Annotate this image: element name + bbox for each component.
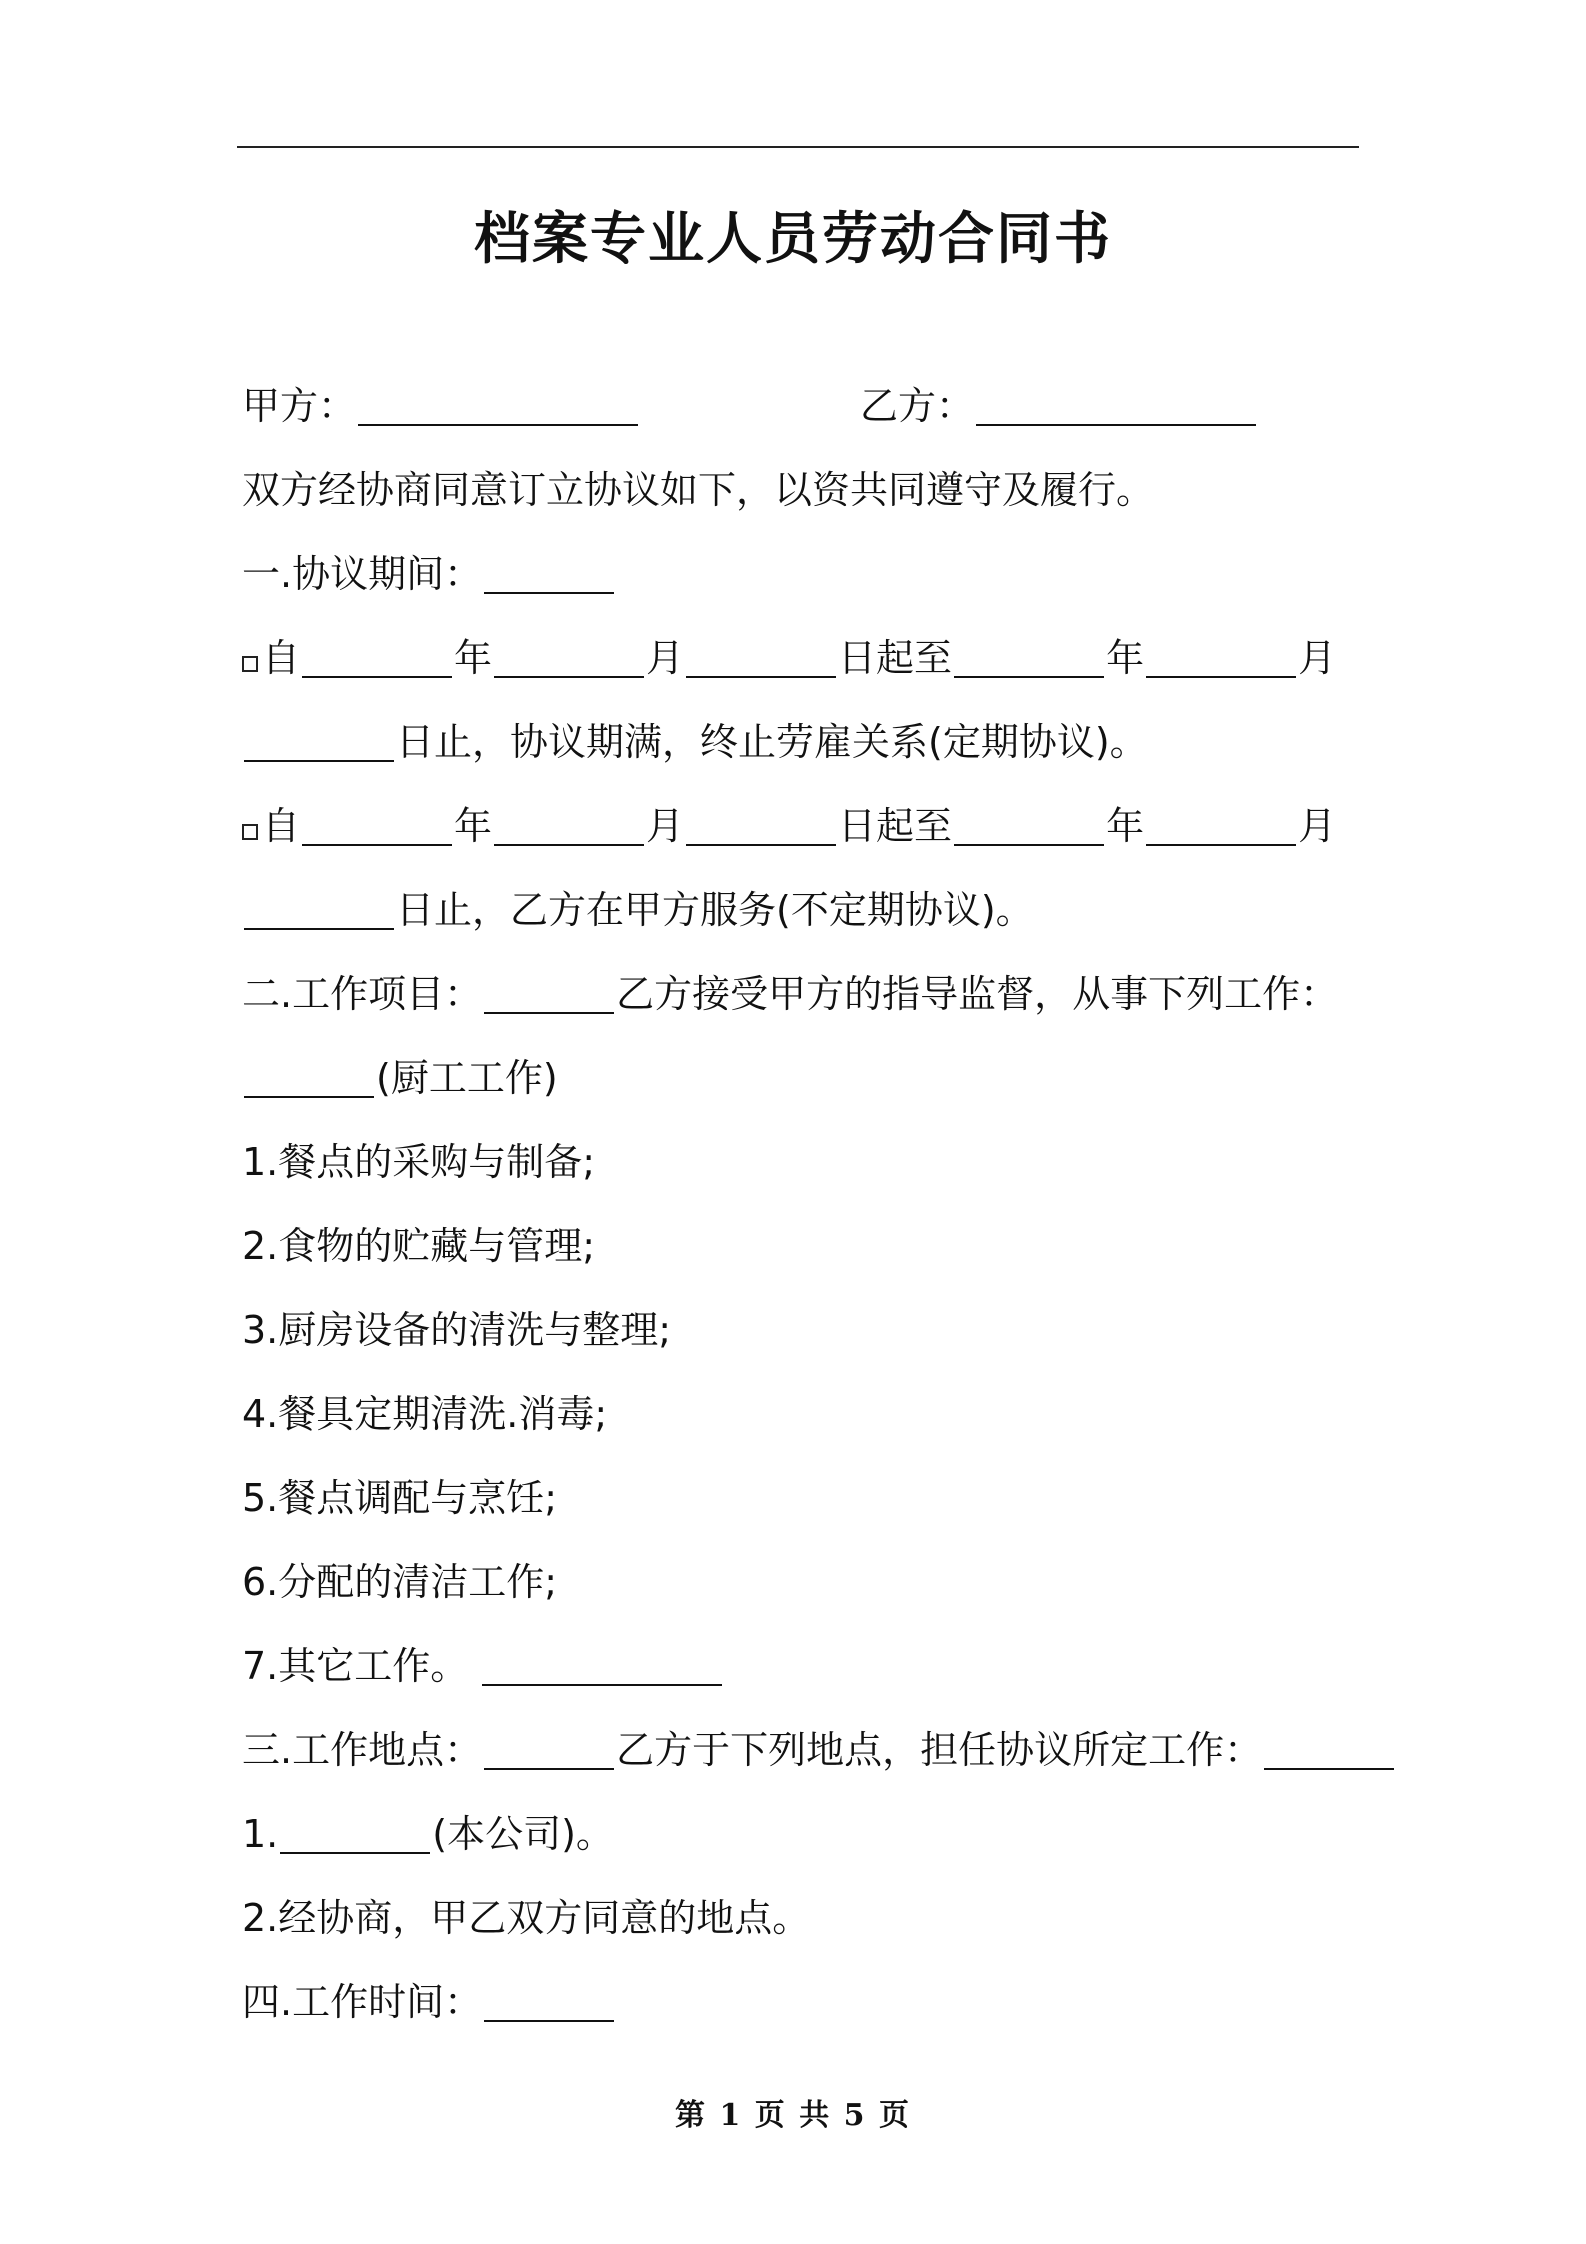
- party-b-blank: [976, 384, 1256, 426]
- end-month-blank-2: [1146, 804, 1296, 846]
- list-item: 3.厨房设备的清洗与整理;: [242, 1308, 672, 1352]
- section4-heading: 四.工作时间：: [242, 1974, 616, 2030]
- fixed-term-option-line2: 日止，协议期满，终止劳雇关系(定期协议)。: [242, 714, 1148, 770]
- assigned-work-blank: [1264, 1728, 1394, 1770]
- indefinite-term-option-line1: 自 年 月 日起至 年 月: [242, 798, 1336, 854]
- section3-heading: 三.工作地点： 乙方于下列地点，担任协议所定工作：: [242, 1722, 1396, 1778]
- parties-line: [242, 378, 1258, 434]
- job-type-blank: [244, 1056, 374, 1098]
- fixed-term-checkbox[interactable]: [242, 656, 258, 672]
- document-title: 档案专业人员劳动合同书: [474, 207, 1112, 272]
- party-a-label: 甲方：: [242, 384, 357, 428]
- list-item: 5.餐点调配与烹饪;: [242, 1476, 558, 1520]
- party-b-label: 乙方：: [860, 384, 975, 428]
- start-month-blank: [494, 636, 644, 678]
- other-work-blank: [482, 1644, 722, 1686]
- fixed-term-option-line1: 自 年 月 日起至 年 月: [242, 630, 1336, 686]
- end-year-blank-2: [954, 804, 1104, 846]
- list-item: 2.经协商，甲乙双方同意的地点。: [242, 1896, 811, 1940]
- list-item: 7.其它工作。: [242, 1638, 724, 1694]
- start-year-blank: [302, 636, 452, 678]
- section2-subtitle: (厨工工作): [242, 1050, 558, 1106]
- work-item-blank: [484, 972, 614, 1014]
- period-blank: [484, 552, 614, 594]
- header-rule: [237, 146, 1359, 148]
- location-blank: [484, 1728, 614, 1770]
- list-item: 2.食物的贮藏与管理;: [242, 1224, 596, 1268]
- start-month-blank-2: [494, 804, 644, 846]
- list-item: 6.分配的清洁工作;: [242, 1560, 558, 1604]
- company-blank: [280, 1812, 430, 1854]
- page-number: 第 1 页 共 5 页: [675, 2098, 911, 2133]
- indefinite-term-option-line2: 日止，乙方在甲方服务(不定期协议)。: [242, 882, 1034, 938]
- list-item: 1.餐点的采购与制备;: [242, 1140, 596, 1184]
- section1-heading: 一.协议期间：: [242, 546, 616, 602]
- list-item: 1. (本公司)。: [242, 1812, 614, 1856]
- work-time-blank: [484, 1980, 614, 2022]
- start-year-blank-2: [302, 804, 452, 846]
- end-year-blank: [954, 636, 1104, 678]
- indefinite-term-checkbox[interactable]: [242, 824, 258, 840]
- list-item: 4.餐具定期清洗.消毒;: [242, 1392, 608, 1436]
- end-day-blank-2: [244, 888, 394, 930]
- start-day-blank-2: [686, 804, 836, 846]
- party-a-blank: [358, 384, 638, 426]
- end-month-blank: [1146, 636, 1296, 678]
- section2-heading: 二.工作项目： 乙方接受甲方的指导监督，从事下列工作：: [242, 972, 1339, 1016]
- end-day-blank: [244, 720, 394, 762]
- start-day-blank: [686, 636, 836, 678]
- intro-paragraph: 双方经协商同意订立协议如下，以资共同遵守及履行。: [242, 468, 1155, 512]
